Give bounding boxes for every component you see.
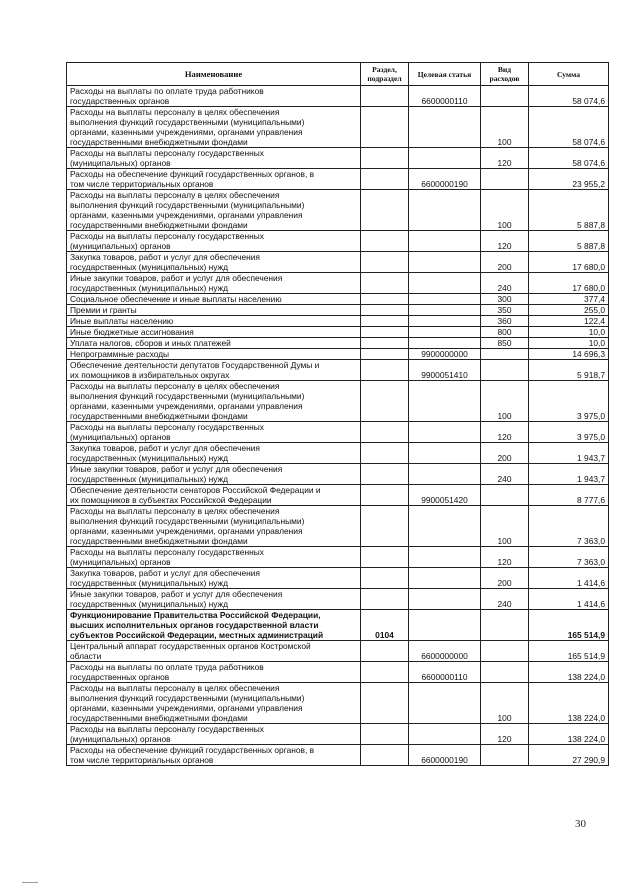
cell-target (409, 422, 481, 443)
table-row (67, 107, 609, 148)
cell-target (409, 316, 481, 327)
cell-target: 6600000110 (409, 662, 481, 683)
cell-type: 120 (481, 547, 529, 568)
cell-name (67, 683, 361, 724)
cell-type: 800 (481, 327, 529, 338)
cell-target (409, 464, 481, 485)
cell-name (67, 422, 361, 443)
cell-target (409, 327, 481, 338)
cell-sum: 23 955,2 (529, 169, 609, 190)
cell-target (409, 190, 481, 231)
cell-type (481, 360, 529, 381)
cell-name-line: государственных (муниципальных) нужд (70, 453, 229, 463)
header-section: Раздел, подраздел (361, 63, 409, 86)
cell-section (361, 683, 409, 724)
table-row (67, 464, 609, 485)
cell-section (361, 107, 409, 148)
cell-target (409, 589, 481, 610)
cell-type: 200 (481, 443, 529, 464)
cell-name (67, 231, 361, 252)
cell-name (67, 568, 361, 589)
cell-name-line: Закупка товаров, работ и услуг для обеспечения (70, 568, 260, 578)
cell-name-line: государственных органов (70, 672, 170, 682)
cell-type: 100 (481, 107, 529, 148)
cell-target (409, 610, 481, 641)
cell-sum: 7 363,0 (529, 547, 609, 568)
cell-sum: 165 514,9 (529, 610, 609, 641)
cell-section (361, 724, 409, 745)
cell-name (67, 381, 361, 422)
cell-name-line: выполнения функций государственными (муниципальными) (70, 516, 305, 526)
cell-target: 9900051420 (409, 485, 481, 506)
cell-name-line: выполнения функций государственными (муниципальными) (70, 391, 305, 401)
cell-sum: 1 943,7 (529, 443, 609, 464)
cell-section (361, 568, 409, 589)
table-row (67, 683, 609, 724)
table-row (67, 349, 609, 360)
table-row (67, 745, 609, 766)
cell-type: 100 (481, 190, 529, 231)
cell-type (481, 641, 529, 662)
cell-sum: 255,0 (529, 305, 609, 316)
cell-name-line: Расходы на выплаты персоналу в целях обеспечения (70, 107, 280, 117)
cell-section (361, 252, 409, 273)
footer-mark (22, 882, 38, 883)
table-row (67, 305, 609, 316)
budget-table (66, 62, 609, 766)
cell-name (67, 338, 361, 349)
cell-sum: 138 224,0 (529, 662, 609, 683)
cell-section (361, 349, 409, 360)
cell-target: 9900051410 (409, 360, 481, 381)
table-row (67, 506, 609, 547)
cell-name-line: Расходы на выплаты персоналу в целях обеспечения (70, 190, 280, 200)
table-row (67, 294, 609, 305)
header-type: Вид расходов (481, 63, 529, 86)
cell-name-line: органами, казенными учреждениями, органами управления (70, 127, 303, 137)
cell-name-line: органами, казенными учреждениями, органами управления (70, 526, 303, 536)
cell-name (67, 443, 361, 464)
cell-section (361, 641, 409, 662)
cell-name-line: государственными внебюджетными фондами (70, 137, 248, 147)
cell-name-line: Непрограммные расходы (70, 349, 170, 359)
cell-name-line: их помощников в избирательных округах (70, 370, 230, 380)
cell-type: 300 (481, 294, 529, 305)
cell-target: 9900000000 (409, 349, 481, 360)
table-row (67, 443, 609, 464)
cell-name-line: том числе территориальных органов (70, 755, 214, 765)
cell-sum: 377,4 (529, 294, 609, 305)
cell-sum: 10,0 (529, 338, 609, 349)
cell-sum: 165 514,9 (529, 641, 609, 662)
cell-sum: 122,4 (529, 316, 609, 327)
cell-sum: 3 975,0 (529, 381, 609, 422)
cell-sum: 8 777,6 (529, 485, 609, 506)
table-row (67, 485, 609, 506)
header-sum: Сумма (529, 63, 609, 86)
cell-section (361, 190, 409, 231)
cell-section (361, 327, 409, 338)
table-row (67, 252, 609, 273)
cell-section (361, 294, 409, 305)
cell-type: 120 (481, 148, 529, 169)
cell-type: 120 (481, 422, 529, 443)
cell-name (67, 547, 361, 568)
cell-section (361, 589, 409, 610)
cell-type (481, 485, 529, 506)
cell-section (361, 547, 409, 568)
cell-target (409, 381, 481, 422)
cell-name (67, 360, 361, 381)
cell-name-line: Расходы на обеспечение функций государственных органов, в (70, 745, 315, 755)
cell-name-line: (муниципальных) органов (70, 158, 171, 168)
cell-target: 6600000110 (409, 86, 481, 107)
cell-name (67, 327, 361, 338)
cell-name (67, 148, 361, 169)
cell-name (67, 107, 361, 148)
cell-target (409, 568, 481, 589)
cell-sum: 1 414,6 (529, 589, 609, 610)
cell-sum: 5 887,8 (529, 231, 609, 252)
table-body (67, 86, 609, 766)
cell-name-line: Расходы на выплаты персоналу в целях обеспечения (70, 381, 280, 391)
cell-name-line: государственных (муниципальных) нужд (70, 283, 229, 293)
page-number: 30 (575, 818, 586, 830)
table-row (67, 148, 609, 169)
cell-type: 850 (481, 338, 529, 349)
cell-name-line: Расходы на выплаты по оплате труда работников (70, 662, 264, 672)
cell-name-line: Премии и гранты (70, 305, 137, 315)
cell-name-line: Иные закупки товаров, работ и услуг для обеспечения (70, 589, 283, 599)
cell-name-line: субъектов Российской Федерации, местных администраций (70, 630, 324, 640)
cell-section (361, 169, 409, 190)
cell-name-line: государственных (муниципальных) нужд (70, 578, 229, 588)
cell-target (409, 506, 481, 547)
cell-type: 200 (481, 252, 529, 273)
cell-sum: 17 680,0 (529, 252, 609, 273)
cell-type: 350 (481, 305, 529, 316)
cell-name-line: высших исполнительных органов государственной власти (70, 620, 319, 630)
cell-section: 0104 (361, 610, 409, 641)
cell-name-line: Расходы на выплаты персоналу государственных (70, 547, 264, 557)
cell-name-line: Закупка товаров, работ и услуг для обеспечения (70, 252, 260, 262)
cell-section (361, 381, 409, 422)
cell-type: 200 (481, 568, 529, 589)
cell-name-line: Расходы на выплаты персоналу государственных (70, 724, 264, 734)
cell-type (481, 86, 529, 107)
cell-sum: 17 680,0 (529, 273, 609, 294)
cell-name-line: Расходы на выплаты персоналу государственных (70, 422, 264, 432)
cell-name-line: Иные бюджетные ассигнования (70, 327, 194, 337)
cell-name (67, 506, 361, 547)
cell-name-line: органами, казенными учреждениями, органами управления (70, 703, 303, 713)
cell-type (481, 662, 529, 683)
cell-name-line: (муниципальных) органов (70, 557, 171, 567)
cell-type: 100 (481, 381, 529, 422)
cell-target (409, 107, 481, 148)
cell-name-line: государственными внебюджетными фондами (70, 536, 248, 546)
table-row (67, 724, 609, 745)
table-row (67, 360, 609, 381)
cell-name (67, 294, 361, 305)
cell-name-line: государственных (муниципальных) нужд (70, 262, 229, 272)
cell-name-line: Функционирование Правительства Российской Федерации, (70, 610, 321, 620)
cell-section (361, 305, 409, 316)
cell-type: 360 (481, 316, 529, 327)
table-row (67, 641, 609, 662)
table-header-row (67, 63, 609, 86)
table-row (67, 86, 609, 107)
cell-target: 6600000190 (409, 169, 481, 190)
cell-name-line: (муниципальных) органов (70, 432, 171, 442)
cell-name-line: государственными внебюджетными фондами (70, 411, 248, 421)
cell-type: 120 (481, 231, 529, 252)
cell-sum: 58 074,6 (529, 86, 609, 107)
cell-name-line: Иные выплаты населению (70, 316, 174, 326)
table-row (67, 327, 609, 338)
cell-name (67, 724, 361, 745)
cell-name (67, 316, 361, 327)
cell-name (67, 662, 361, 683)
cell-type: 240 (481, 273, 529, 294)
cell-section (361, 745, 409, 766)
cell-name (67, 169, 361, 190)
cell-type (481, 169, 529, 190)
cell-name-line: Расходы на выплаты персоналу в целях обеспечения (70, 506, 280, 516)
cell-type: 100 (481, 506, 529, 547)
cell-type (481, 349, 529, 360)
table-row (67, 662, 609, 683)
cell-section (361, 86, 409, 107)
cell-sum: 14 696,3 (529, 349, 609, 360)
header-name: Наименование (67, 63, 361, 86)
cell-section (361, 338, 409, 349)
cell-name-line: Закупка товаров, работ и услуг для обеспечения (70, 443, 260, 453)
cell-sum: 1 414,6 (529, 568, 609, 589)
cell-name-line: области (70, 651, 102, 661)
table-row (67, 190, 609, 231)
table-row (67, 568, 609, 589)
cell-sum: 1 943,7 (529, 464, 609, 485)
table-row (67, 231, 609, 252)
cell-name (67, 745, 361, 766)
cell-type: 100 (481, 683, 529, 724)
cell-name-line: Расходы на выплаты персоналу государственных (70, 148, 264, 158)
cell-type (481, 610, 529, 641)
cell-type: 240 (481, 589, 529, 610)
cell-section (361, 443, 409, 464)
cell-name-line: государственных (муниципальных) нужд (70, 599, 229, 609)
cell-sum: 7 363,0 (529, 506, 609, 547)
cell-name-line: государственными внебюджетными фондами (70, 220, 248, 230)
header-target: Целевая статья (409, 63, 481, 86)
cell-target (409, 148, 481, 169)
cell-name-line: Уплата налогов, сборов и иных платежей (70, 338, 231, 348)
cell-name-line: (муниципальных) органов (70, 241, 171, 251)
table-row (67, 273, 609, 294)
cell-name-line: Расходы на обеспечение функций государственных органов, в (70, 169, 315, 179)
table-row (67, 381, 609, 422)
cell-name-line: Центральный аппарат государственных органов Костромской (70, 641, 311, 651)
cell-section (361, 485, 409, 506)
table-row (67, 169, 609, 190)
cell-name-line: выполнения функций государственными (муниципальными) (70, 117, 305, 127)
cell-name-line: государственных (муниципальных) нужд (70, 474, 229, 484)
cell-name (67, 190, 361, 231)
table-row (67, 422, 609, 443)
cell-name-line: их помощников в субъектах Российской Федерации (70, 495, 272, 505)
cell-name (67, 589, 361, 610)
cell-target (409, 294, 481, 305)
cell-target (409, 273, 481, 294)
cell-sum: 27 290,9 (529, 745, 609, 766)
cell-sum: 5 887,8 (529, 190, 609, 231)
cell-section (361, 662, 409, 683)
cell-name-line: органами, казенными учреждениями, органами управления (70, 210, 303, 220)
cell-name-line: (муниципальных) органов (70, 734, 171, 744)
table-row (67, 316, 609, 327)
cell-sum: 138 224,0 (529, 724, 609, 745)
cell-sum: 3 975,0 (529, 422, 609, 443)
cell-sum: 58 074,6 (529, 148, 609, 169)
table-row (67, 610, 609, 641)
cell-name-line: органами, казенными учреждениями, органами управления (70, 401, 303, 411)
cell-name-line: Расходы на выплаты по оплате труда работников (70, 86, 264, 96)
cell-name-line: Обеспечение деятельности сенаторов Российской Федерации и (70, 485, 321, 495)
cell-name-line: выполнения функций государственными (муниципальными) (70, 693, 305, 703)
cell-name-line: Обеспечение деятельности депутатов Государственной Думы и (70, 360, 320, 370)
cell-target (409, 305, 481, 316)
cell-name (67, 485, 361, 506)
cell-section (361, 360, 409, 381)
cell-name-line: Иные закупки товаров, работ и услуг для обеспечения (70, 464, 283, 474)
cell-name-line: Иные закупки товаров, работ и услуг для обеспечения (70, 273, 283, 283)
table-row (67, 589, 609, 610)
cell-section (361, 148, 409, 169)
cell-section (361, 464, 409, 485)
cell-section (361, 231, 409, 252)
cell-section (361, 422, 409, 443)
cell-name-line: Социальное обеспечение и иные выплаты населению (70, 294, 282, 304)
cell-name-line: том числе территориальных органов (70, 179, 214, 189)
cell-type: 240 (481, 464, 529, 485)
cell-type (481, 745, 529, 766)
table-row (67, 338, 609, 349)
cell-target (409, 547, 481, 568)
cell-name (67, 273, 361, 294)
cell-sum: 10,0 (529, 327, 609, 338)
cell-section (361, 316, 409, 327)
cell-sum: 5 918,7 (529, 360, 609, 381)
cell-target (409, 724, 481, 745)
cell-target: 6600000190 (409, 745, 481, 766)
cell-name (67, 252, 361, 273)
cell-target (409, 443, 481, 464)
cell-target (409, 252, 481, 273)
cell-name-line: государственными внебюджетными фондами (70, 713, 248, 723)
cell-name-line: государственных органов (70, 96, 170, 106)
cell-type: 120 (481, 724, 529, 745)
cell-sum: 138 224,0 (529, 683, 609, 724)
cell-name-line: Расходы на выплаты персоналу государственных (70, 231, 264, 241)
cell-section (361, 506, 409, 547)
cell-target: 6600000000 (409, 641, 481, 662)
cell-section (361, 273, 409, 294)
cell-name (67, 86, 361, 107)
cell-name (67, 464, 361, 485)
cell-sum: 58 074,6 (529, 107, 609, 148)
cell-name (67, 305, 361, 316)
table-row (67, 547, 609, 568)
cell-target (409, 231, 481, 252)
cell-name (67, 610, 361, 641)
cell-target (409, 338, 481, 349)
cell-name (67, 641, 361, 662)
cell-name-line: Расходы на выплаты персоналу в целях обеспечения (70, 683, 280, 693)
cell-name-line: выполнения функций государственными (муниципальными) (70, 200, 305, 210)
cell-name (67, 349, 361, 360)
cell-target (409, 683, 481, 724)
